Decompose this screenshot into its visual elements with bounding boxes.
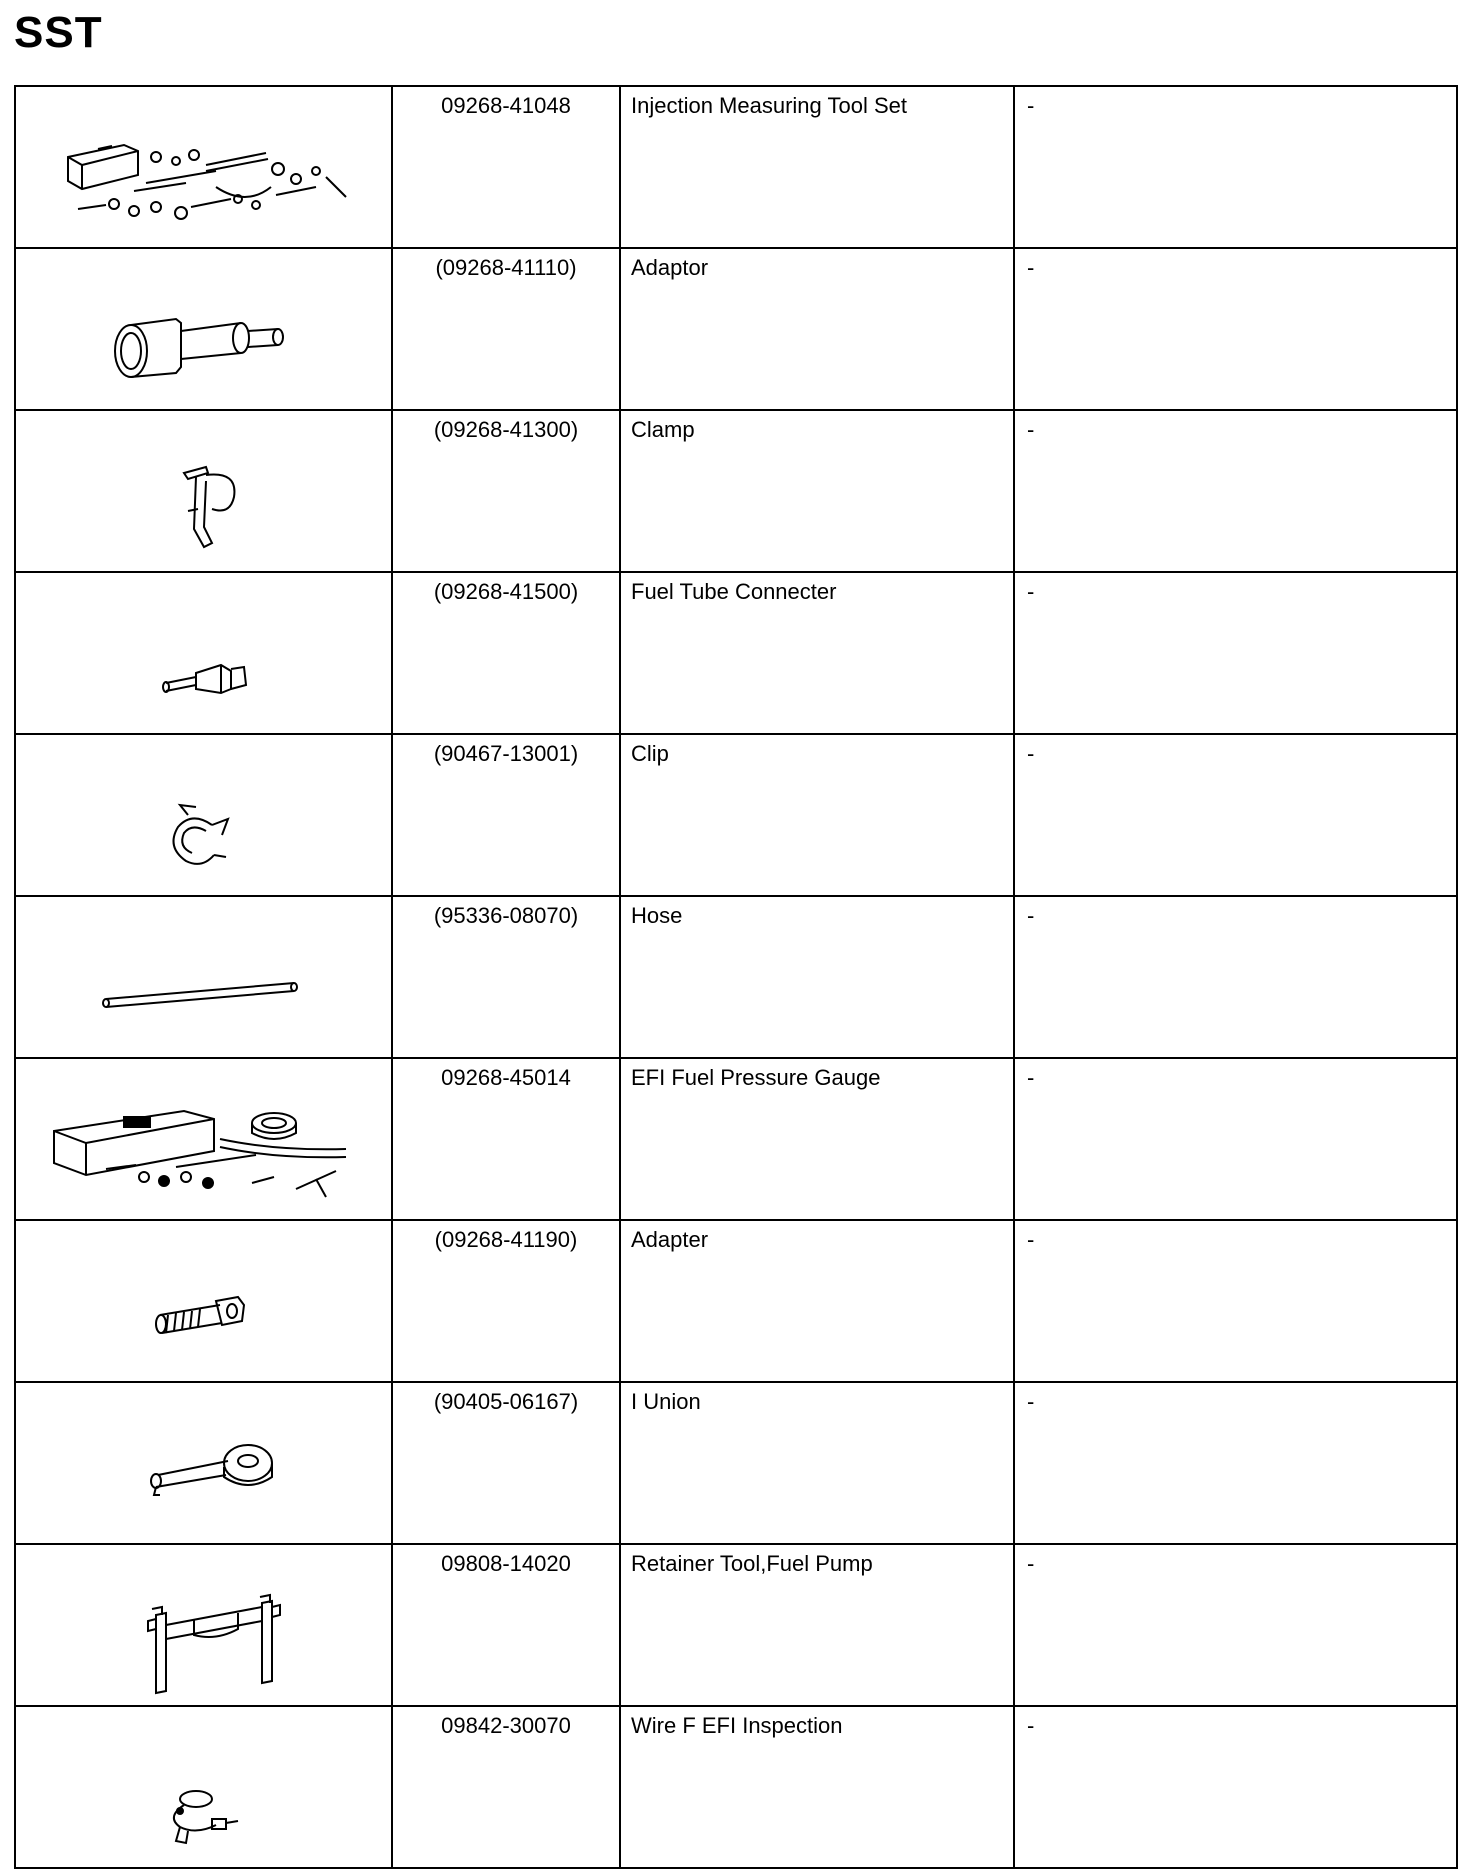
part-number: 09842-30070: [441, 1713, 571, 1738]
part-number: 09268-45014: [441, 1065, 571, 1090]
part-number: 09808-14020: [441, 1551, 571, 1576]
table-row: [15, 1220, 1457, 1382]
injection-measuring-tool-set-icon: [16, 87, 391, 247]
tool-note: -: [1027, 579, 1035, 604]
part-number: (09268-41500): [433, 579, 579, 604]
table-row: [15, 1382, 1457, 1544]
tool-name: EFI Fuel Pressure Gauge: [631, 1065, 881, 1090]
clamp-icon: [16, 411, 391, 571]
part-number: 09268-41048: [441, 93, 571, 118]
sst-table: [14, 85, 1458, 1869]
tool-name: Retainer Tool,Fuel Pump: [631, 1551, 873, 1576]
clip-icon: [16, 735, 391, 895]
table-row: [15, 1544, 1457, 1706]
adaptor-icon: [16, 249, 391, 409]
tool-name: Fuel Tube Connecter: [631, 579, 837, 604]
hose-icon: [16, 897, 391, 1057]
tool-note: -: [1027, 1065, 1035, 1090]
table-row: [15, 896, 1457, 1058]
table-row: [15, 1706, 1457, 1868]
tool-illustration-cell: [15, 86, 392, 248]
table-row: [15, 86, 1457, 248]
part-number: (90467-13001): [433, 741, 579, 766]
tool-name: Hose: [631, 903, 683, 928]
table-row: [15, 410, 1457, 572]
tool-name: I Union: [631, 1389, 701, 1414]
tool-note: -: [1027, 93, 1035, 118]
tool-name: Clamp: [631, 417, 695, 442]
tool-name: Adapter: [631, 1227, 709, 1252]
part-number: (09268-41190): [434, 1227, 578, 1252]
tool-note: -: [1027, 417, 1035, 442]
adapter-icon: [16, 1221, 391, 1381]
part-number: (09268-41110): [435, 255, 577, 280]
table-row: [15, 734, 1457, 896]
tool-note: -: [1027, 255, 1035, 280]
tool-note: -: [1027, 741, 1035, 766]
union-icon: [16, 1383, 391, 1543]
retainer-tool-icon: [16, 1545, 391, 1705]
tool-name: Adaptor: [631, 255, 709, 280]
tool-note: -: [1027, 1713, 1035, 1738]
table-row: [15, 248, 1457, 410]
tool-name: Injection Measuring Tool Set: [631, 93, 907, 118]
fuel-tube-connecter-icon: [16, 573, 391, 733]
wire-efi-inspection-icon: [16, 1707, 391, 1867]
table-row: [15, 1058, 1457, 1220]
tool-note: -: [1027, 903, 1035, 928]
part-number: (90405-06167): [433, 1389, 579, 1414]
table-row: [15, 572, 1457, 734]
tool-name: Wire F EFI Inspection: [631, 1713, 843, 1738]
page-title: SST: [14, 8, 103, 57]
tool-note: -: [1027, 1227, 1035, 1252]
efi-fuel-pressure-gauge-icon: [16, 1059, 391, 1219]
part-number: (09268-41300): [433, 417, 579, 442]
tool-name: Clip: [631, 741, 669, 766]
tool-note: -: [1027, 1389, 1035, 1414]
tool-note: -: [1027, 1551, 1035, 1576]
part-number: (95336-08070): [433, 903, 579, 928]
